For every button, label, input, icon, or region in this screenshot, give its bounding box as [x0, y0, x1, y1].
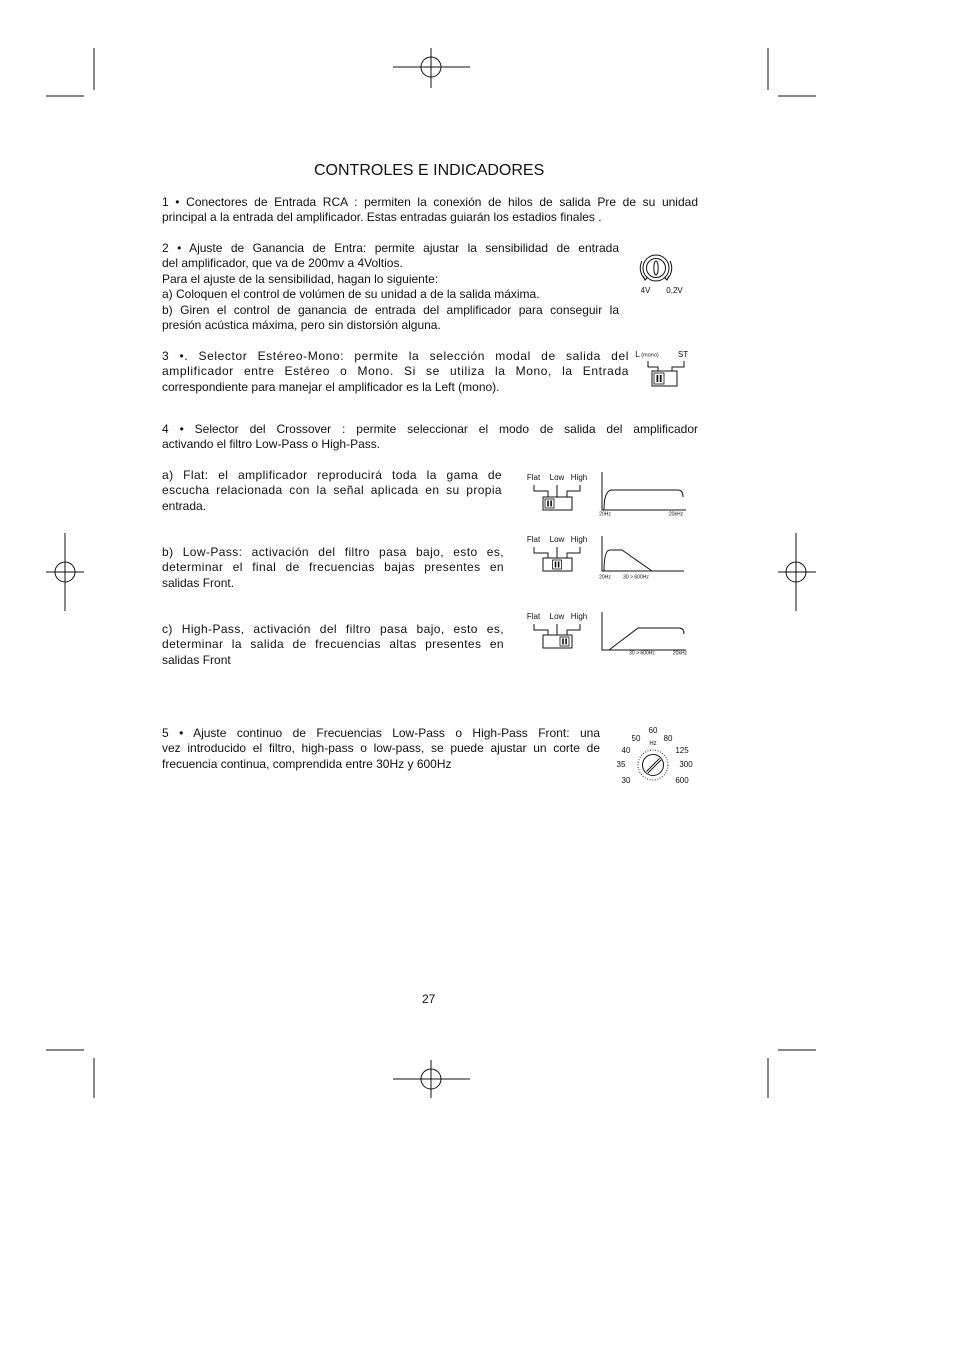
registration-mark-top: [393, 48, 470, 88]
low-pass-graph-label-left: 20Hz: [599, 574, 611, 581]
freq-knob-label-60: 60: [648, 726, 658, 735]
text-line: 1 • Conectores de Entrada RCA : permiten la conexión de hilos de salida Pre de su unidad: [162, 195, 698, 209]
text-line: 2 • Ajuste de Ganancia de Entra: permite ajustar la sensibilidad de entrada: [162, 241, 619, 255]
freq-knob-label-35: 35: [616, 760, 626, 769]
text-line: escucha relacionada con la señal aplicada en su propia: [162, 483, 502, 498]
freq-knob-label-300: 300: [679, 760, 693, 769]
low-pass-graph-curve: [604, 550, 652, 571]
crossover-switch-1-label-low: Low: [549, 473, 565, 482]
text-line: principal a la entrada del amplificador. Estas entradas guiarán los estadios finales .: [162, 210, 602, 225]
stereo-switch-bracket-left: [648, 361, 658, 371]
high-pass-graph-label-right: 20kHz: [672, 650, 688, 657]
section-crossover-selector: [162, 422, 698, 453]
text-line: determinar el final de frecuencias bajas presentes en: [162, 560, 504, 575]
crossover-switch-knob-1: [545, 499, 554, 508]
low-pass-graph-label-right: 30 > 600Hz: [623, 574, 649, 581]
low-pass-graph-axes: [602, 536, 684, 571]
text-line: salidas Front.: [162, 575, 235, 590]
crossover-switch-2-label-high: High: [570, 535, 588, 544]
section-gain-adjust: [162, 241, 619, 333]
freq-knob-label-80: 80: [663, 734, 673, 743]
high-pass-response-graph: [602, 612, 686, 650]
crossover-switch-1-label-flat: Flat: [526, 473, 541, 482]
section-stereo-mono: [162, 349, 629, 395]
stereo-mono-switch-icon: [648, 361, 684, 386]
gain-knob-icon: [640, 255, 672, 281]
crossover-switch-3-label-flat: Flat: [526, 612, 541, 621]
flat-graph-label-left: 20Hz: [599, 511, 611, 518]
registration-mark-bottom: [393, 1060, 470, 1098]
stereo-switch-bracket-right: [672, 361, 684, 371]
crossover-switch-3-label-high: High: [570, 612, 588, 621]
text-line: 3 •. Selector Estéreo-Mono: permite la selección modal de salida del: [162, 349, 629, 363]
text-line: 4 • Selector del Crossover : permite seleccionar el modo de salida del amplificador: [162, 422, 698, 436]
flat-graph-curve: [604, 490, 683, 510]
text-line: c) High-Pass, activación del filtro pasa bajo, esto es,: [162, 622, 504, 636]
stereo-switch-label-right: ST: [677, 350, 689, 359]
flat-graph-label-right: 20kHz: [668, 511, 684, 518]
crossover-switch-2-label-flat: Flat: [526, 535, 541, 544]
low-pass-response-graph: [602, 536, 684, 571]
high-pass-graph-label-left: 30 > 600Hz: [629, 650, 655, 657]
crossover-switch-2-label-low: Low: [549, 535, 565, 544]
crossover-switch-2-icon: [534, 547, 580, 571]
section-low-pass: [162, 545, 504, 591]
text-line: a) Flat: el amplificador reproducirá toda la gama de: [162, 468, 502, 482]
stereo-switch-knob: [654, 373, 664, 384]
page-number: 27: [422, 992, 436, 1006]
text-line: b) Low-Pass: activación del filtro pasa bajo, esto es,: [162, 545, 504, 559]
freq-knob-label-40: 40: [621, 746, 631, 755]
text-line: entrada.: [162, 498, 207, 513]
section-flat: [162, 468, 502, 514]
freq-knob-label-125: 125: [675, 746, 689, 755]
stereo-switch-label-left: L: [635, 349, 640, 359]
crossover-switch-1-label-high: High: [570, 473, 588, 482]
text-line: del amplificador, que va de 200mv a 4Voltios.: [162, 256, 403, 271]
text-line: determinar la salida de frecuencias altas presentes en: [162, 637, 504, 652]
text-line: salidas Front: [162, 652, 231, 667]
crossover-switch-knob-3: [560, 637, 569, 646]
freq-knob-label-600: 600: [675, 776, 689, 785]
crossover-switch-knob-2: [553, 560, 562, 569]
section-frequency-adjust: [162, 726, 600, 772]
flat-response-graph: [602, 472, 686, 510]
registration-mark-left: [46, 533, 84, 611]
crossover-switch-3-label-low: Low: [549, 612, 565, 621]
high-pass-graph-axes: [602, 612, 686, 650]
page-title: CONTROLES E INDICADORES: [314, 162, 545, 179]
text-line: 5 • Ajuste continuo de Frecuencias Low-Pass o High-Pass Front: una: [162, 726, 600, 740]
flat-graph-axes: [602, 472, 686, 510]
crossover-switch-1-icon: [534, 485, 580, 510]
text-line: activando el filtro Low-Pass o High-Pass.: [162, 437, 381, 452]
crossover-switch-3-icon: [534, 624, 580, 648]
section-high-pass: [162, 622, 504, 668]
frequency-knob-icon: [638, 750, 668, 780]
freq-knob-label-50: 50: [631, 734, 641, 743]
stereo-switch-label-left-sub: (mono): [641, 352, 659, 359]
high-pass-graph-curve: [609, 628, 684, 650]
gain-knob-label-right: 0,2V: [666, 286, 683, 295]
freq-knob-label-30: 30: [621, 776, 631, 785]
text-line: a) Coloquen el control de volúmen de su unidad a de la salida máxima.: [162, 287, 540, 302]
text-line: presión acústica máxima, pero sin distorsión alguna.: [162, 318, 441, 333]
section-rca-connectors: [162, 195, 698, 226]
text-line: amplificador entre Estéreo o Mono. Si se utiliza la Mono, la Entrada: [162, 364, 629, 379]
gain-knob-label-left: 4V: [640, 286, 651, 295]
registration-mark-right: [778, 533, 816, 611]
text-line: frecuencia continua, comprendida entre 30Hz y 600Hz: [162, 756, 452, 771]
text-line: Para el ajuste de la sensibilidad, hagan lo siguiente:: [162, 271, 439, 286]
text-line: correspondiente para manejar el amplificador es la Left (mono).: [162, 379, 500, 394]
text-line: vez introducido el filtro, high-pass o low-pass, se puede ajustar un corte de: [162, 741, 600, 756]
text-line: b) Giren el control de ganancia de entrada del amplificador para conseguir la: [162, 302, 619, 317]
freq-knob-unit: Hz: [649, 741, 657, 747]
